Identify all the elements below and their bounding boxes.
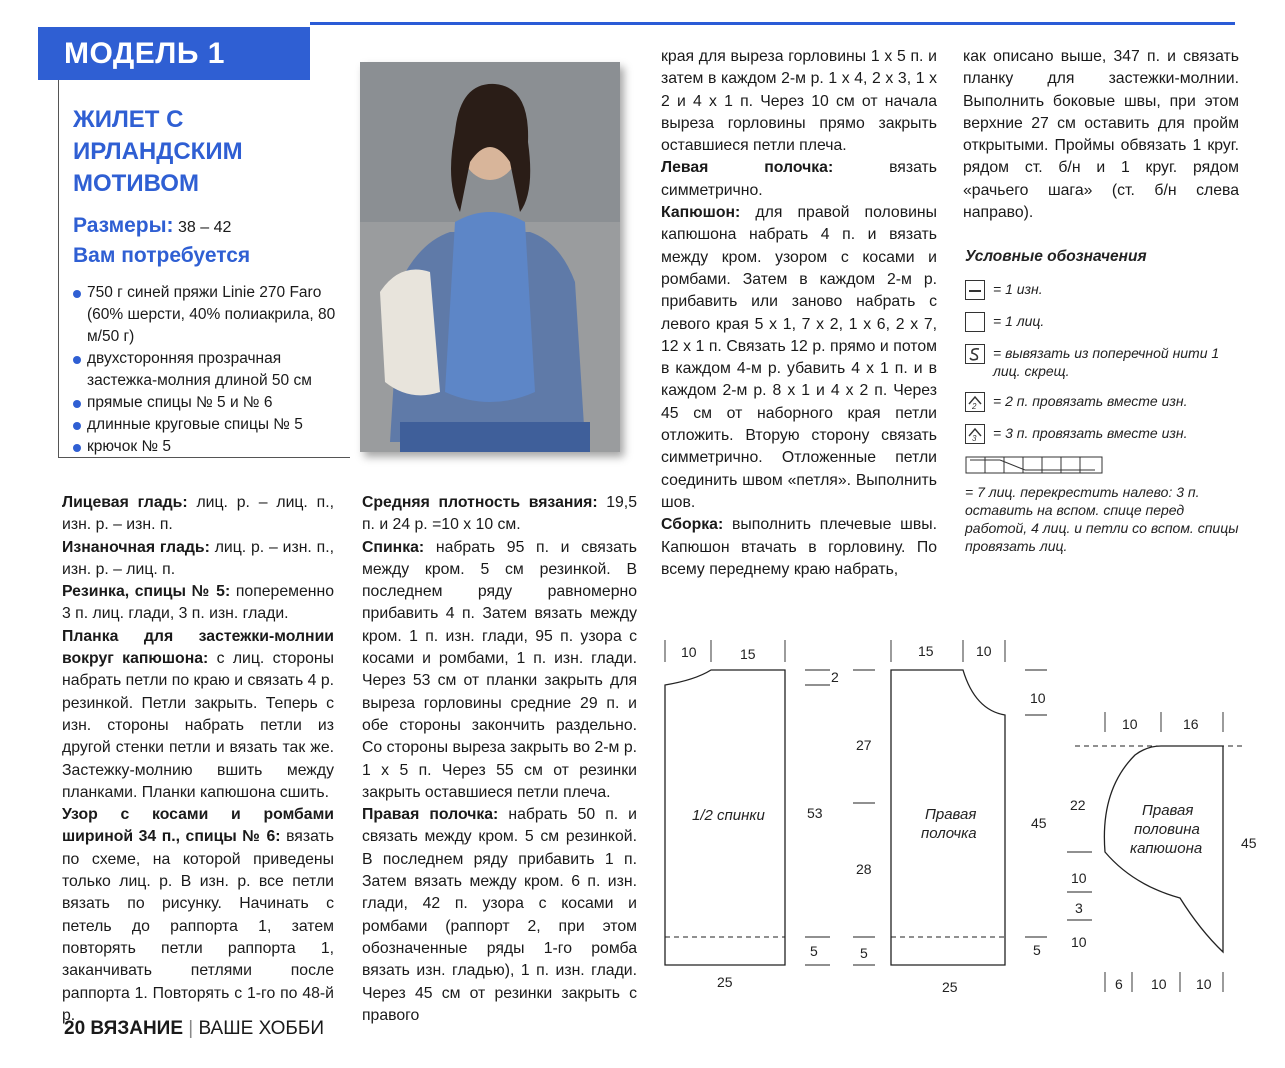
- title-line: ЖИЛЕТ С ИРЛАНДСКИМ: [73, 106, 243, 165]
- legend-title: Условные обозначения: [965, 248, 1147, 265]
- k2tog-purl-icon: [965, 392, 985, 412]
- front-neck: 10: [1030, 690, 1046, 706]
- hood-bottom-a: 6: [1115, 976, 1123, 992]
- minus-box-icon: [965, 280, 985, 300]
- paragraph: Капюшон: для правой половины капюшона набрать 4 п. и вязать между кром. узором с косами и ромбами. Затем в каждом 2-м р. прибавить или заново набрать с левого края 5 х 1, 7 х 2, 1 х 6, 2 х 7, 12 х 1 п. Связать 12 р. прямо и потом в каждом 4-м р. убавить 4 х 1 п. и в каждом 2-м р. 8 х 1 и 4 х 2 п. Через 45 см от наборного края петли отложить. Вторую сторону связать симметрично. Отложенные петли соединить швом «петля». Выполнить шов.: [661, 204, 937, 511]
- list-item: двухсторонняя прозрачная застежка-молния длиной 50 см: [73, 348, 342, 392]
- footer-separator: |: [188, 1018, 194, 1039]
- hood-bottom-c: 10: [1196, 976, 1212, 992]
- hood-label: капюшона: [1130, 840, 1203, 857]
- paragraph: Правая полочка: набрать 50 п. и связать между кром. 5 см резинкой. В последнем ряду прибавить 1 п. Затем вязать между кром. 6 п. изн. глади, 42 п. узора с косами и ромбами (раппорт 2, при этом обозначенные ряды 1-го ромба вязать изн. гладью), 1 п. изн. глади. Через 45 см от резинки закрыть с правого: [362, 806, 638, 1024]
- hood-top-right: 16: [1183, 716, 1199, 732]
- garment-title: [73, 104, 342, 200]
- paragraph: Резинка, спицы № 5: попеременно 3 п. лиц. глади, 3 п. изн. глади.: [62, 583, 334, 623]
- paragraph: Сборка: выполнить плечевые швы. Капюшон втачать в горловину. По всему переднему краю набрать,: [661, 516, 937, 578]
- k3tog-purl-icon: [965, 424, 985, 444]
- photo-illustration: [360, 62, 620, 452]
- magazine-name: ВЯЗАНИЕ: [90, 1018, 184, 1039]
- hood-height: 45: [1241, 835, 1257, 851]
- text-column-2: [362, 492, 637, 1027]
- paragraph: Лицевая гладь: лиц. р. – лиц. п., изн. р. – изн. п.: [62, 494, 334, 534]
- front-top-right: 10: [976, 643, 992, 659]
- svg-text:2: 2: [972, 402, 977, 411]
- empty-box-icon: [965, 312, 985, 332]
- legend-item: = вывязать из поперечной нити 1 лиц. скрещ.: [965, 344, 1240, 380]
- front-label: Правая: [925, 806, 977, 823]
- hood-label: половина: [1134, 821, 1200, 838]
- text-column-3: [661, 46, 937, 581]
- model-banner: МОДЕЛЬ 1: [38, 27, 310, 80]
- materials-heading: Вам потребуется: [73, 244, 251, 267]
- paragraph: Левая полочка: вязать симметрично.: [661, 159, 937, 199]
- back-bottom: 25: [717, 974, 733, 990]
- svg-text:3: 3: [972, 434, 977, 443]
- materials-list: [73, 282, 342, 458]
- paragraph: как описано выше, 347 п. и связать планку для застежки-молнии. Выполнить боковые швы, при этом верхние 27 см оставить для пройм открытыми. Проймы обвязать 1 круг. рядом ст. б/н и 1 круг. рядом «рачьего шага» (ст. б/н слева направо).: [963, 48, 1239, 222]
- page-footer: [64, 1018, 324, 1040]
- paragraph: Изнаночная гладь: лиц. р. – изн. п., изн. р. – лиц. п.: [62, 538, 334, 578]
- text-column-4: [963, 46, 1239, 224]
- list-item: 750 г синей пряжи Linie 270 Faro (60% шерсти, 40% полиакрила, 80 м/50 г): [73, 282, 342, 348]
- hood-left-a: 22: [1070, 797, 1086, 813]
- back-height: 53: [807, 805, 823, 821]
- back-neck: 2: [831, 669, 839, 685]
- hood-left-c: 3: [1075, 900, 1083, 916]
- front-lower: 28: [856, 861, 872, 877]
- paragraph: Узор с косами и ромбами шириной 34 п., спицы № 6: вязать по схеме, на которой приведены только лиц. р. В изн. р. все петли вязать по рисунку. Начинать с петель до раппорта 1, затем повторять петли раппорта 1, заканчивать петлями после раппорта 1. Повторять с 1-го по 48-й р.: [62, 806, 334, 1024]
- legend: [965, 248, 1240, 555]
- back-scheme: [665, 640, 830, 965]
- back-rib: 5: [810, 943, 818, 959]
- paragraph: края для выреза горловины 1 х 5 п. и затем в каждом 2-м р. 1 х 4, 2 х 3, 1 х 2 и 4 х 1 п. Через 10 см от начала выреза горловины прямо закрыть оставшиеся петли плеча.: [661, 48, 937, 155]
- magazine-subtitle: ВАШЕ ХОББИ: [198, 1018, 325, 1039]
- front-height: 45: [1031, 815, 1047, 831]
- front-label: полочка: [921, 825, 977, 842]
- front-top-left: 15: [918, 643, 934, 659]
- list-item: крючок № 5: [73, 436, 342, 458]
- paragraph: Средняя плотность вязания: 19,5 п. и 24 р. =10 х 10 см.: [362, 494, 637, 534]
- hood-bottom-b: 10: [1151, 976, 1167, 992]
- legend-item: 3 = 3 п. провязать вместе изн.: [965, 424, 1240, 444]
- front-rib-right: 5: [1033, 942, 1041, 958]
- hood-left-d: 10: [1071, 934, 1087, 950]
- back-label: 1/2 спинки: [692, 807, 765, 824]
- front-upper: 27: [856, 737, 872, 753]
- paragraph: Спинка: набрать 95 п. и связать между кром. 5 см резинкой. В последнем ряду равномерно прибавить 4 п. Затем вязать между кром. 1 п. изн. глади, 95 п. узора с косами и ромбами, 1 п. изн. глади. Через 53 см от планки закрыть для выреза горловины средние 29 п. и обе стороны закончить раздельно. Со стороны выреза закрыть во 2-м р. 1 х 5 п. Через 55 см от резинки закрыть оставшиеся петли плеча.: [362, 538, 637, 801]
- page-number: 20: [64, 1018, 86, 1039]
- paragraph: Планка для застежки-молнии вокруг капюшона: с лиц. стороны набрать петли по краю и связать 4 р. резинкой. Петли закрыть. Теперь с изн. стороны набрать петли из другой стенки петли и вязать так же. Застежку-молнию вшить между планками. Планки капюшона сшить.: [62, 627, 334, 801]
- legend-item: = 1 лиц.: [965, 312, 1240, 332]
- hood-label: Правая: [1142, 802, 1194, 819]
- hood-top-left: 10: [1122, 716, 1138, 732]
- text-column-1: [62, 492, 334, 1027]
- pattern-schemes: [655, 630, 1275, 1000]
- front-scheme: [853, 640, 1047, 965]
- back-top-left: 10: [681, 644, 697, 660]
- title-line: МОТИВОМ: [73, 170, 199, 197]
- sizes-value: 38 – 42: [178, 219, 232, 236]
- header-rule: [310, 22, 1235, 25]
- s-twist-icon: [965, 344, 985, 364]
- sizes: [73, 214, 342, 238]
- model-photo: [360, 62, 620, 452]
- info-box: [58, 80, 350, 458]
- legend-item: 2 = 2 п. провязать вместе изн.: [965, 392, 1240, 412]
- cable-symbol-icon: [965, 456, 1240, 477]
- list-item: длинные круговые спицы № 5: [73, 414, 342, 436]
- list-item: прямые спицы № 5 и № 6: [73, 392, 342, 414]
- front-bottom: 25: [942, 979, 958, 995]
- front-rib-left: 5: [860, 945, 868, 961]
- hood-left-b: 10: [1071, 870, 1087, 886]
- cable-description: = 7 лиц. перекрестить налево: 3 п. оставить на вспом. спице перед работой, 4 лиц. и петли со вспом. спицы провязать лиц.: [965, 484, 1239, 554]
- legend-item: = 1 изн.: [965, 280, 1240, 300]
- back-top-right: 15: [740, 646, 756, 662]
- sizes-label: Размеры:: [73, 214, 174, 237]
